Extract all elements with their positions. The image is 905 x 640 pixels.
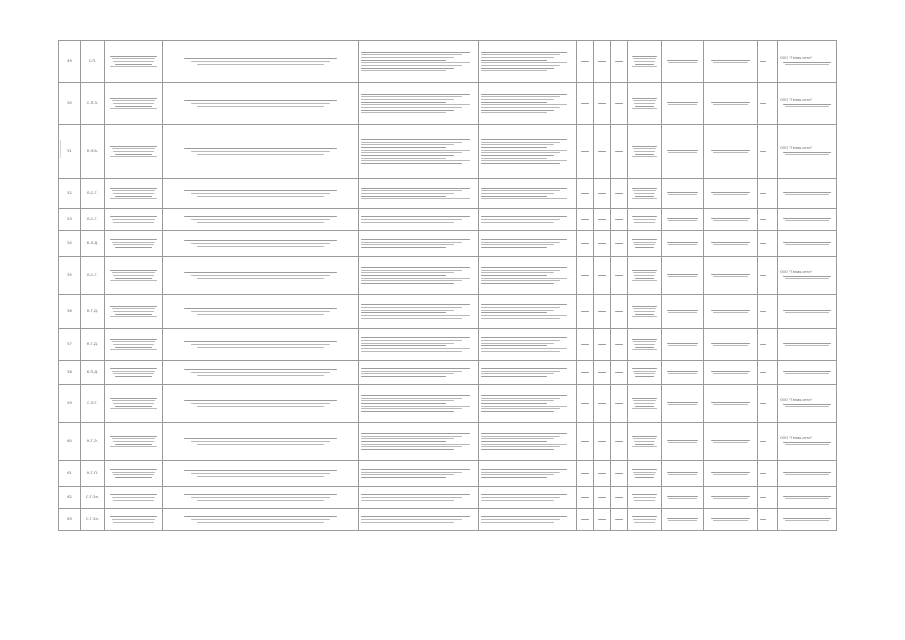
status-cell — [628, 41, 662, 83]
description-cell — [359, 487, 479, 509]
value-cell-1 — [577, 509, 594, 531]
owner-cell — [105, 125, 163, 179]
cell-text: 59 — [67, 401, 72, 406]
cell-text: 52 — [67, 191, 72, 196]
status-cell — [628, 423, 662, 461]
owner-cell — [105, 509, 163, 531]
object-cell — [163, 231, 359, 257]
owner-cell — [105, 487, 163, 509]
description-cell — [359, 257, 479, 295]
company-cell — [778, 461, 837, 487]
location-cell — [479, 487, 577, 509]
value-cell-2 — [594, 83, 611, 125]
location-cell — [479, 257, 577, 295]
value-cell-1 — [577, 329, 594, 361]
table-row — [59, 209, 837, 231]
row-number — [59, 83, 81, 125]
company-cell — [778, 125, 837, 179]
row-code — [81, 385, 105, 423]
cell-text: 62 — [67, 495, 72, 500]
value-cell-2 — [594, 179, 611, 209]
status-cell — [628, 231, 662, 257]
row-number — [59, 509, 81, 531]
cell-text: К.Г.Д. — [87, 309, 98, 314]
cell-text: К.Г.Д. — [87, 342, 98, 347]
count-cell — [758, 423, 778, 461]
row-code — [81, 125, 105, 179]
value-cell-3 — [611, 179, 628, 209]
type-cell — [662, 423, 704, 461]
row-number — [59, 329, 81, 361]
row-number — [59, 487, 81, 509]
cell-text: 63 — [67, 517, 72, 522]
value-cell-3 — [611, 461, 628, 487]
location-cell — [479, 461, 577, 487]
value-cell-1 — [577, 487, 594, 509]
row-number — [59, 361, 81, 385]
table-row — [59, 385, 837, 423]
value-cell-2 — [594, 41, 611, 83]
status-cell — [628, 329, 662, 361]
value-cell-2 — [594, 487, 611, 509]
cell-text: К.Л.Д. — [86, 241, 99, 246]
description-cell — [359, 361, 479, 385]
location-cell — [479, 83, 577, 125]
count-cell — [758, 209, 778, 231]
status-cell — [628, 257, 662, 295]
row-number — [59, 385, 81, 423]
status-cell — [628, 179, 662, 209]
cell-text: 53 — [67, 217, 72, 222]
value-cell-2 — [594, 423, 611, 461]
location-cell — [479, 209, 577, 231]
value-cell-2 — [594, 361, 611, 385]
description-cell — [359, 209, 479, 231]
count-cell — [758, 257, 778, 295]
value-cell-2 — [594, 125, 611, 179]
owner-cell — [105, 83, 163, 125]
type-cell — [662, 385, 704, 423]
value-cell-2 — [594, 385, 611, 423]
object-cell — [163, 125, 359, 179]
location-cell — [479, 361, 577, 385]
description-cell — [359, 41, 479, 83]
object-cell — [163, 41, 359, 83]
type-cell — [662, 461, 704, 487]
value-cell-3 — [611, 41, 628, 83]
register-grid — [58, 40, 837, 531]
cell-text: ООО "Гелио-сети" — [780, 435, 813, 440]
company-cell — [778, 423, 837, 461]
category-cell — [704, 329, 758, 361]
object-cell — [163, 179, 359, 209]
value-cell-3 — [611, 329, 628, 361]
cell-text: С.Г.Эл. — [86, 517, 99, 522]
value-cell-2 — [594, 209, 611, 231]
cell-text: Б.С.Г. — [87, 191, 98, 196]
value-cell-3 — [611, 295, 628, 329]
type-cell — [662, 125, 704, 179]
value-cell-1 — [577, 461, 594, 487]
cell-text: 55 — [67, 273, 72, 278]
status-cell — [628, 295, 662, 329]
count-cell — [758, 361, 778, 385]
description-cell — [359, 179, 479, 209]
description-cell — [359, 423, 479, 461]
description-cell — [359, 385, 479, 423]
type-cell — [662, 487, 704, 509]
count-cell — [758, 329, 778, 361]
category-cell — [704, 385, 758, 423]
table-row — [59, 231, 837, 257]
owner-cell — [105, 41, 163, 83]
row-number — [59, 179, 81, 209]
object-cell — [163, 257, 359, 295]
type-cell — [662, 361, 704, 385]
cell-text: К.Г.П. — [87, 471, 98, 476]
category-cell — [704, 209, 758, 231]
status-cell — [628, 487, 662, 509]
cell-text: К.П.Д. — [86, 370, 99, 375]
cell-text: 56 — [67, 309, 72, 314]
location-cell — [479, 295, 577, 329]
description-cell — [359, 295, 479, 329]
status-cell — [628, 361, 662, 385]
value-cell-3 — [611, 385, 628, 423]
location-cell — [479, 41, 577, 83]
owner-cell — [105, 295, 163, 329]
row-code — [81, 461, 105, 487]
type-cell — [662, 231, 704, 257]
row-number — [59, 41, 81, 83]
cell-text: ООО "Гелио-сети" — [780, 269, 813, 274]
object-cell — [163, 461, 359, 487]
value-cell-3 — [611, 125, 628, 179]
value-cell-2 — [594, 329, 611, 361]
category-cell — [704, 361, 758, 385]
company-cell — [778, 231, 837, 257]
type-cell — [662, 509, 704, 531]
category-cell — [704, 257, 758, 295]
description-cell — [359, 329, 479, 361]
value-cell-3 — [611, 83, 628, 125]
row-code — [81, 231, 105, 257]
row-number — [59, 423, 81, 461]
status-cell — [628, 461, 662, 487]
company-cell — [778, 487, 837, 509]
cell-text: ООО "Гелио-сети" — [780, 145, 813, 150]
type-cell — [662, 257, 704, 295]
owner-cell — [105, 385, 163, 423]
row-code — [81, 257, 105, 295]
row-code — [81, 329, 105, 361]
object-cell — [163, 487, 359, 509]
cell-text: 54 — [67, 241, 72, 246]
value-cell-2 — [594, 509, 611, 531]
cell-text: К.Э.Б. — [87, 149, 98, 154]
cell-text: Б.С.Г. — [87, 273, 98, 278]
company-cell — [778, 257, 837, 295]
description-cell — [359, 231, 479, 257]
type-cell — [662, 83, 704, 125]
location-cell — [479, 509, 577, 531]
category-cell — [704, 509, 758, 531]
location-cell — [479, 125, 577, 179]
cell-text: 50 — [67, 101, 72, 106]
table-row — [59, 487, 837, 509]
owner-cell — [105, 179, 163, 209]
row-number — [59, 295, 81, 329]
table-row — [59, 83, 837, 125]
status-cell — [628, 83, 662, 125]
table-row — [59, 41, 837, 83]
location-cell — [479, 329, 577, 361]
location-cell — [479, 385, 577, 423]
table-row — [59, 257, 837, 295]
table-row — [59, 509, 837, 531]
cell-text: ООО "Гелио-сети" — [780, 55, 813, 60]
company-cell — [778, 41, 837, 83]
count-cell — [758, 179, 778, 209]
row-code — [81, 423, 105, 461]
company-cell — [778, 295, 837, 329]
company-cell — [778, 509, 837, 531]
status-cell — [628, 125, 662, 179]
category-cell — [704, 487, 758, 509]
type-cell — [662, 295, 704, 329]
category-cell — [704, 461, 758, 487]
row-code — [81, 487, 105, 509]
type-cell — [662, 329, 704, 361]
owner-cell — [105, 329, 163, 361]
category-cell — [704, 295, 758, 329]
object-cell — [163, 329, 359, 361]
value-cell-1 — [577, 231, 594, 257]
row-code — [81, 361, 105, 385]
cell-text: 57 — [67, 342, 72, 347]
description-cell — [359, 125, 479, 179]
value-cell-2 — [594, 461, 611, 487]
company-cell — [778, 179, 837, 209]
row-code — [81, 295, 105, 329]
row-code — [81, 509, 105, 531]
count-cell — [758, 487, 778, 509]
company-cell — [778, 361, 837, 385]
owner-cell — [105, 231, 163, 257]
cell-text: 58 — [67, 370, 72, 375]
row-code — [81, 179, 105, 209]
count-cell — [758, 295, 778, 329]
cell-text: ООО "Гелио-сети" — [780, 97, 813, 102]
count-cell — [758, 461, 778, 487]
count-cell — [758, 509, 778, 531]
company-cell — [778, 83, 837, 125]
description-cell — [359, 461, 479, 487]
cell-text: Б.С.Г. — [87, 217, 98, 222]
count-cell — [758, 41, 778, 83]
cell-text: С.П.Э. — [86, 101, 99, 106]
owner-cell — [105, 257, 163, 295]
category-cell — [704, 231, 758, 257]
value-cell-3 — [611, 423, 628, 461]
cell-text: ООО "Гелио-сети" — [780, 397, 813, 402]
location-cell — [479, 179, 577, 209]
value-cell-1 — [577, 385, 594, 423]
value-cell-1 — [577, 423, 594, 461]
category-cell — [704, 83, 758, 125]
value-cell-1 — [577, 125, 594, 179]
value-cell-3 — [611, 361, 628, 385]
table-row — [59, 423, 837, 461]
cell-text: С.П. — [88, 59, 97, 64]
company-cell — [778, 209, 837, 231]
value-cell-3 — [611, 209, 628, 231]
count-cell — [758, 83, 778, 125]
count-cell — [758, 231, 778, 257]
description-cell — [359, 509, 479, 531]
value-cell-2 — [594, 231, 611, 257]
object-cell — [163, 295, 359, 329]
type-cell — [662, 179, 704, 209]
location-cell — [479, 423, 577, 461]
cell-text: С.Э.Г. — [87, 401, 98, 406]
status-cell — [628, 509, 662, 531]
table-row — [59, 329, 837, 361]
table-row — [59, 179, 837, 209]
row-number — [59, 125, 81, 179]
owner-cell — [105, 461, 163, 487]
category-cell — [704, 179, 758, 209]
value-cell-3 — [611, 231, 628, 257]
owner-cell — [105, 423, 163, 461]
value-cell-3 — [611, 487, 628, 509]
register-table — [58, 40, 836, 531]
table-row — [59, 295, 837, 329]
owner-cell — [105, 361, 163, 385]
cell-text: 61 — [67, 471, 72, 476]
value-cell-1 — [577, 83, 594, 125]
cell-text: 49 — [67, 59, 72, 64]
cell-text: 51 — [67, 149, 72, 154]
value-cell-1 — [577, 361, 594, 385]
value-cell-2 — [594, 257, 611, 295]
row-number — [59, 209, 81, 231]
company-cell — [778, 385, 837, 423]
row-code — [81, 41, 105, 83]
table-row — [59, 461, 837, 487]
object-cell — [163, 83, 359, 125]
value-cell-1 — [577, 179, 594, 209]
value-cell-1 — [577, 257, 594, 295]
table-row — [59, 125, 837, 179]
description-cell — [359, 83, 479, 125]
location-cell — [479, 231, 577, 257]
value-cell-3 — [611, 257, 628, 295]
category-cell — [704, 125, 758, 179]
count-cell — [758, 385, 778, 423]
value-cell-1 — [577, 41, 594, 83]
category-cell — [704, 41, 758, 83]
company-cell — [778, 329, 837, 361]
object-cell — [163, 361, 359, 385]
object-cell — [163, 423, 359, 461]
status-cell — [628, 209, 662, 231]
type-cell — [662, 209, 704, 231]
row-number — [59, 231, 81, 257]
owner-cell — [105, 209, 163, 231]
value-cell-3 — [611, 509, 628, 531]
value-cell-2 — [594, 295, 611, 329]
status-cell — [628, 385, 662, 423]
row-number — [59, 461, 81, 487]
cell-text: К.Г.Э. — [87, 439, 98, 444]
value-cell-1 — [577, 295, 594, 329]
object-cell — [163, 209, 359, 231]
cell-text: 60 — [67, 439, 72, 444]
row-number — [59, 257, 81, 295]
row-code — [81, 83, 105, 125]
table-row — [59, 361, 837, 385]
row-code — [81, 209, 105, 231]
value-cell-1 — [577, 209, 594, 231]
object-cell — [163, 385, 359, 423]
cell-text: С.Г.Эл. — [86, 495, 99, 500]
type-cell — [662, 41, 704, 83]
object-cell — [163, 509, 359, 531]
count-cell — [758, 125, 778, 179]
category-cell — [704, 423, 758, 461]
